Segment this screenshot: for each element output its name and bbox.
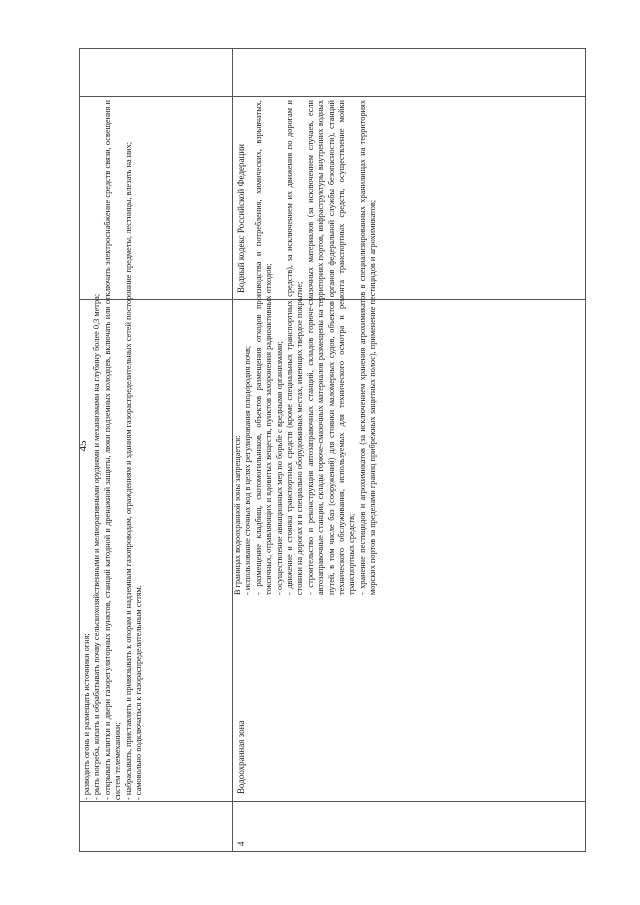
upper-text-line: - набрасывать, приставлять и привязывать к опорам и надземным газопроводам, ограждениям и зданиям газораспределительных сетей посторонние предметы, лестницы, влезать на них; (123, 141, 133, 800)
upper-text-line: - самовольно подключаться к газораспределительным сетям. (134, 585, 144, 800)
lower-text-line: - размещение кладбищ, скотомогильников, объектов размещения отходов производства и потребления, химических, взрывчатых, токсичных, отравляющих и ядовитых веществ, пунктов захоронения радиоактивных отходов; (253, 100, 274, 595)
row-number-cell: 4 (236, 841, 246, 846)
page-number: 45 (77, 440, 89, 452)
lower-text-line: - строительство и реконструкция автозаправочных станций, складов горюче-смазочных материалов (за исключением случаев, если автозаправочные станции, склады горюче-смазочных материалов размещены на территориях портов, инфраструктуры внутренних водных путей, в том числе баз (сооружений) для стоянки маломерных судов, объектов органов федеральной службы безопасности), станций технического обслуживания, используемых для технического осмотра и ремонта транспортных средств, осуществление мойки транспортных средств; (305, 100, 357, 595)
lower-text-line: В границах водоохранной зоны запрещается: (233, 435, 242, 595)
lower-row-text (233, 100, 583, 595)
upper-text-line: - разводить огонь и размещать источники огня; (82, 633, 91, 800)
col-divider-text (80, 801, 585, 802)
lower-text-line: - движение и стоянка транспортных средств (кроме специальных транспортных средств), за исключением их движения по дорогам и стоянки на дорогах и в специально оборудованных местах, имеющих твердое покрытие; (285, 100, 305, 595)
law-reference-cell: Водный кодекс Российской Федерации (236, 144, 246, 293)
upper-row-text (82, 100, 232, 800)
lower-text-line: - использование сточных вод в целях регулирования плодородия почв; (243, 345, 253, 595)
zone-name-cell: Водоохранная зона (236, 720, 246, 794)
col-divider-number (80, 96, 585, 97)
upper-text-line: - рыть погреба, копать и обрабатывать почву сельскохозяйственными и мелиоративными орудиями и механизмами на глубину более 0,3 метра; (92, 293, 102, 800)
lower-text-line: - хранение пестицидов и агрохимикатов (за исключением хранения агрохимикатов в специализированных хранилищах на территориях морских портов за пределами границ прибрежных защитных полос), применение пестицидов и агрохимикатов; (357, 100, 378, 595)
upper-text-line: - открывать калитки и двери газорегуляторных пунктов, станций катодной и дренажной защиты, люки подземных колодцев, включать или отключать электроснабжение средств связи, освещения и систем телемеханики; (102, 100, 123, 800)
lower-text-line: - осуществление авиационных мер по борьбе с вредными организмами; (274, 341, 284, 595)
